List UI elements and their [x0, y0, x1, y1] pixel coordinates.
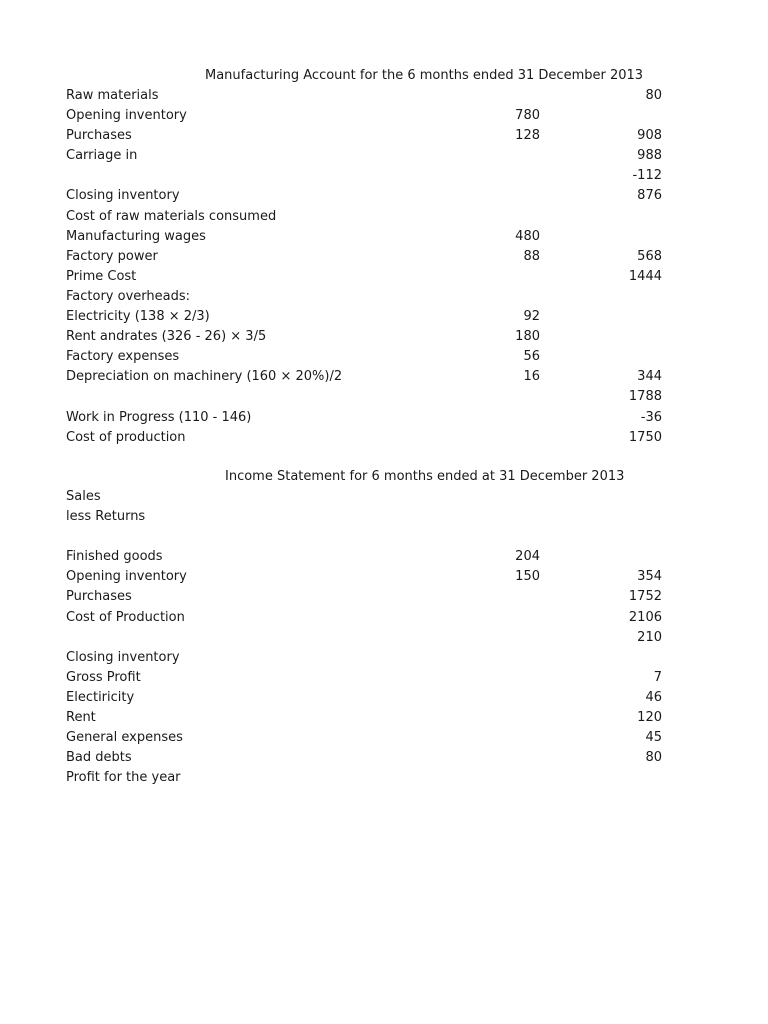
table-row	[0, 307, 768, 327]
table-row	[0, 587, 768, 607]
row-label: Closing inventory	[66, 188, 180, 204]
row-label: Rent	[66, 710, 96, 726]
table-row	[0, 668, 768, 688]
income-statement-table	[0, 487, 768, 788]
table-row	[0, 728, 768, 748]
table-row	[0, 146, 768, 166]
row-subtotal-value: 16	[523, 369, 540, 385]
table-row	[0, 768, 768, 788]
row-label: Opening inventory	[66, 569, 187, 585]
row-total-value: 80	[645, 88, 662, 103]
table-row	[0, 748, 768, 768]
table-row	[0, 106, 768, 126]
row-label: Purchases	[66, 589, 132, 605]
row-label: Gross Profit	[66, 669, 141, 685]
row-label: Finished goods	[66, 549, 163, 565]
row-total-value: 344	[637, 369, 662, 385]
row-label: Cost of production	[66, 429, 186, 445]
row-total-value: 2106	[628, 609, 662, 625]
table-row	[0, 126, 768, 146]
row-total-value: 988	[637, 148, 662, 164]
table-row	[0, 408, 768, 428]
row-label: Electiricity	[66, 689, 135, 705]
manufacturing-account-table	[0, 86, 768, 448]
table-row	[0, 628, 768, 648]
row-total-value: 45	[645, 730, 662, 746]
table-row	[0, 708, 768, 728]
row-label: Depreciation on machinery (160 × 20%)/2	[66, 369, 343, 385]
row-label: Purchases	[66, 128, 132, 144]
row-total-value: 210	[637, 629, 662, 645]
table-row	[0, 267, 768, 287]
table-row	[0, 207, 768, 227]
table-row	[0, 387, 768, 407]
row-subtotal-value: 780	[515, 108, 540, 124]
table-row	[0, 367, 768, 387]
row-label: Bad debts	[66, 750, 132, 766]
table-row	[0, 547, 768, 567]
row-label: Cost of raw materials consumed	[66, 208, 277, 224]
table-row	[0, 186, 768, 206]
row-label: Rent andrates (326 - 26) × 3/5	[66, 329, 267, 345]
table-row	[0, 648, 768, 668]
row-total-value: 1752	[628, 589, 662, 605]
table-row	[0, 247, 768, 267]
row-label: General expenses	[66, 730, 183, 746]
row-label: less Returns	[66, 509, 146, 525]
row-total-value: 1444	[628, 268, 662, 284]
row-total-value: 120	[637, 710, 662, 726]
row-total-value: 1788	[628, 389, 662, 405]
row-label: Opening inventory	[66, 108, 187, 124]
row-label: Factory overheads:	[66, 288, 190, 304]
row-subtotal-value: 92	[523, 309, 540, 325]
table-row	[0, 507, 768, 527]
row-total-value: 354	[637, 569, 662, 585]
row-subtotal-value: 88	[523, 248, 540, 264]
row-subtotal-value: 128	[515, 128, 540, 144]
income-statement-title: Income Statement for 6 months ended at 31 December 2013	[225, 469, 625, 484]
row-label: Raw materials	[66, 88, 159, 103]
row-label: Cost of Production	[66, 609, 185, 625]
row-label: Prime Cost	[66, 268, 137, 284]
row-total-value: 908	[637, 128, 662, 144]
table-row	[0, 347, 768, 367]
row-total-value: 1750	[628, 429, 662, 445]
table-row	[0, 327, 768, 347]
row-label: Factory power	[66, 248, 158, 264]
row-subtotal-value: 56	[523, 349, 540, 365]
manufacturing-account-title: Manufacturing Account for the 6 months ended 31 December 2013	[205, 68, 644, 83]
row-total-value: 80	[645, 750, 662, 766]
table-row	[0, 166, 768, 186]
table-row	[0, 227, 768, 247]
row-subtotal-value: 204	[515, 549, 540, 565]
row-total-value: 46	[645, 689, 662, 705]
table-row	[0, 287, 768, 307]
row-label: Factory expenses	[66, 349, 180, 365]
row-label: Sales	[66, 489, 101, 504]
row-label: Electricity (138 × 2/3)	[66, 309, 210, 325]
row-total-value: 7	[653, 669, 662, 685]
row-subtotal-value: 180	[515, 329, 540, 345]
row-total-value: 568	[637, 248, 662, 264]
row-label: Profit for the year	[66, 770, 181, 786]
table-row	[0, 487, 768, 507]
row-subtotal-value: 150	[515, 569, 540, 585]
row-label: Closing inventory	[66, 649, 180, 665]
table-row	[0, 688, 768, 708]
row-total-value: -112	[632, 168, 662, 184]
row-label: Carriage in	[66, 148, 138, 164]
table-row	[0, 608, 768, 628]
table-row	[0, 567, 768, 587]
table-row	[0, 428, 768, 448]
row-total-value: -36	[640, 409, 662, 425]
table-row	[0, 527, 768, 547]
row-label: Manufacturing wages	[66, 228, 206, 244]
table-row	[0, 86, 768, 106]
row-subtotal-value: 480	[515, 228, 540, 244]
row-label: Work in Progress (110 - 146)	[66, 409, 252, 425]
row-total-value: 876	[637, 188, 662, 204]
